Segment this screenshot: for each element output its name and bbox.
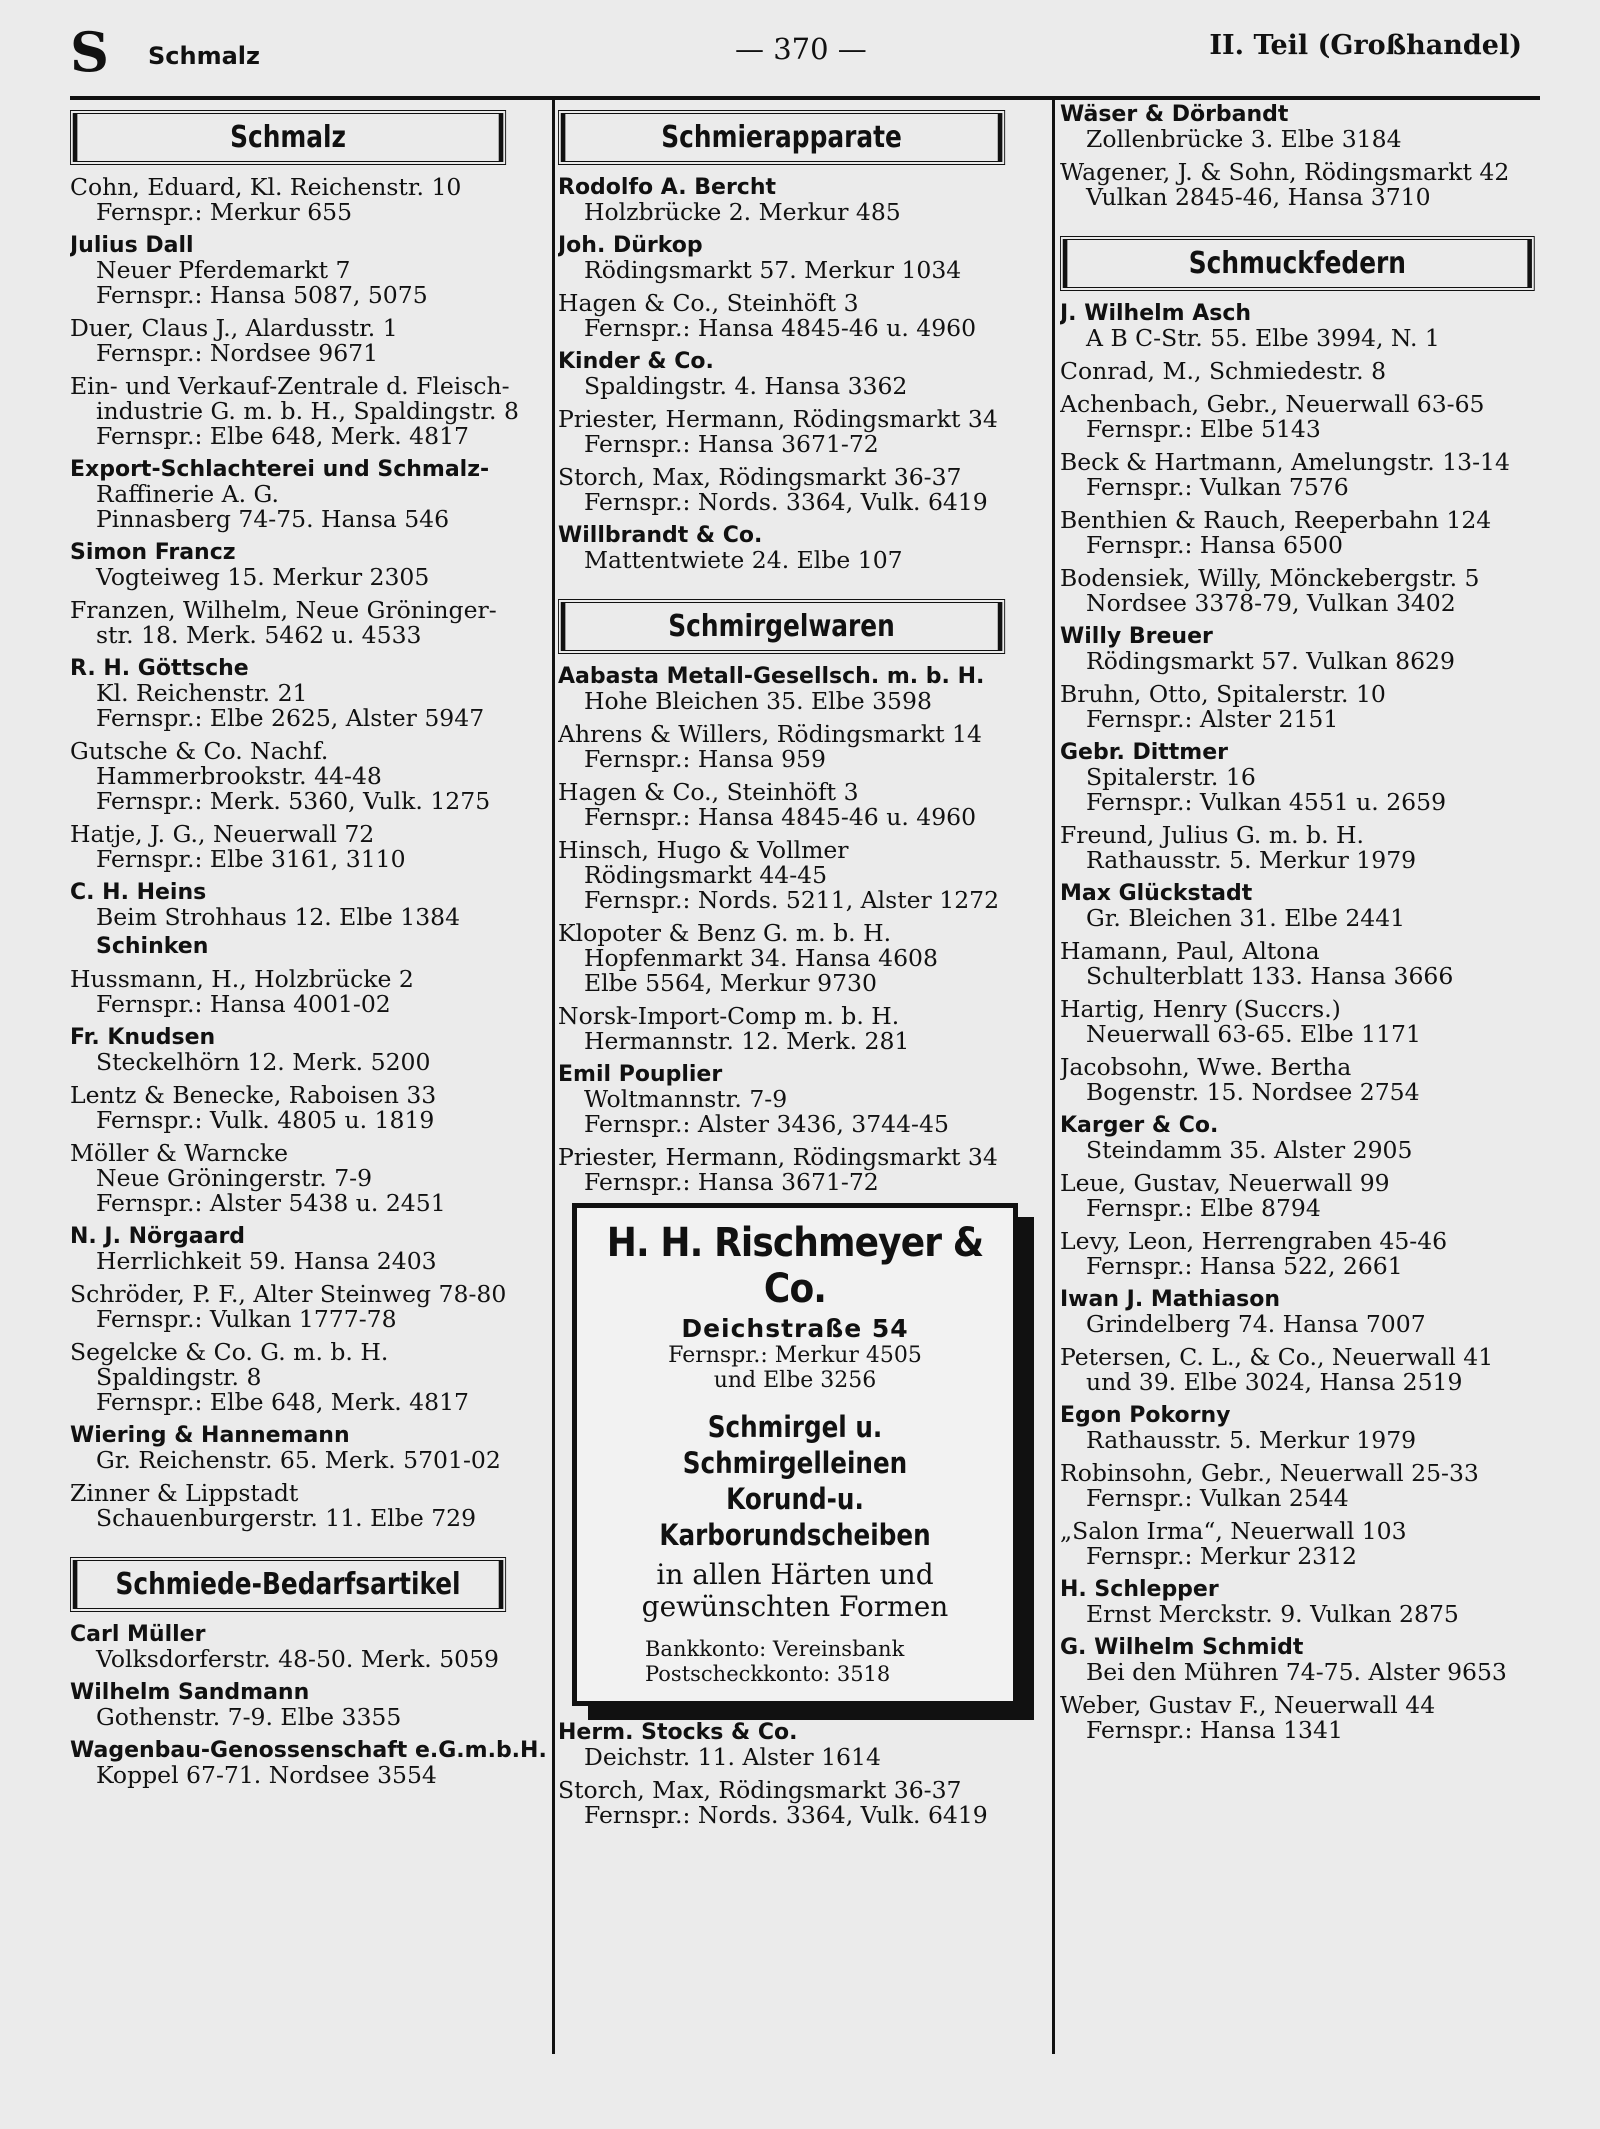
entry-line: Fernspr.: Vulkan 2544 xyxy=(1086,1484,1349,1512)
section-heading: Schmirgelwaren xyxy=(558,599,1005,654)
entry-firm-name: Wäser & Dörbandt xyxy=(1060,102,1289,127)
entry-line: Bogenstr. 15. Nordsee 2754 xyxy=(1086,1078,1420,1106)
entry-firm-name: Rodolfo A. Bercht xyxy=(558,175,777,200)
directory-entry xyxy=(1060,682,1580,732)
entry-line: Fernspr.: Alster 3436, 3744-45 xyxy=(584,1110,949,1138)
entry-line: Freund, Julius G. m. b. H. xyxy=(1060,821,1364,849)
entry-line: Ahrens & Willers, Rödingsmarkt 14 xyxy=(558,720,982,748)
entry-list xyxy=(1060,301,1580,1743)
entry-line: Hohe Bleichen 35. Elbe 3598 xyxy=(584,687,932,715)
entry-line: Schulterblatt 133. Hansa 3666 xyxy=(1086,962,1454,990)
directory-entry xyxy=(558,921,1048,996)
entry-line: Zollenbrücke 3. Elbe 3184 xyxy=(1086,125,1402,153)
directory-entry xyxy=(1060,1519,1580,1569)
directory-entry xyxy=(70,233,548,308)
entry-line: Levy, Leon, Herrengraben 45-46 xyxy=(1060,1227,1448,1255)
entry-line: Hamann, Paul, Altona xyxy=(1060,937,1320,965)
directory-entry xyxy=(70,1738,548,1788)
entry-firm-name: Karger & Co. xyxy=(1060,1113,1219,1138)
entry-line: Benthien & Rauch, Reeperbahn 124 xyxy=(1060,506,1492,534)
page-number: — 370 — xyxy=(735,32,867,66)
entry-firm-name: Iwan J. Mathiason xyxy=(1060,1287,1281,1312)
entry-line: Rödingsmarkt 57. Vulkan 8629 xyxy=(1086,647,1455,675)
directory-entry xyxy=(70,374,548,449)
directory-entry xyxy=(558,407,1048,457)
entry-line: Fernspr.: Hansa 4845-46 u. 4960 xyxy=(584,803,977,831)
ad-product: Korund-u. Karborundscheiben xyxy=(659,1482,931,1552)
entry-line: Nordsee 3378-79, Vulkan 3402 xyxy=(1086,589,1456,617)
entry-list xyxy=(558,175,1048,573)
directory-entry xyxy=(558,1720,1048,1770)
header-rule xyxy=(70,96,1540,100)
entry-line: Rödingsmarkt 57. Merkur 1034 xyxy=(584,256,962,284)
entry-firm-name: Julius Dall xyxy=(70,233,194,258)
ad-company-name: H. H. Rischmeyer & Co. xyxy=(606,1220,984,1312)
entry-line: Fernspr.: Vulk. 4805 u. 1819 xyxy=(96,1106,435,1134)
entry-firm-name: Joh. Dürkop xyxy=(558,233,703,258)
ad-phone: Fernspr.: Merkur 4505 xyxy=(668,1343,922,1368)
directory-entry xyxy=(1060,450,1580,500)
entry-line: Rathausstr. 5. Merkur 1979 xyxy=(1086,1426,1417,1454)
directory-entry xyxy=(558,722,1048,772)
header-keyword: Schmalz xyxy=(148,42,260,70)
directory-entry xyxy=(558,664,1048,714)
entry-line: Neue Gröningerstr. 7-9 xyxy=(96,1164,373,1192)
entry-line: Fernspr.: Vulkan 4551 u. 2659 xyxy=(1086,788,1447,816)
directory-entry xyxy=(1060,1229,1580,1279)
entry-firm-name: Herm. Stocks & Co. xyxy=(558,1720,798,1745)
entry-firm-name: Gebr. Dittmer xyxy=(1060,740,1228,765)
entry-line: Bodensiek, Willy, Mönckebergstr. 5 xyxy=(1060,564,1480,592)
directory-entry xyxy=(1060,1403,1580,1453)
ad-bank: Postscheckkonto: 3518 xyxy=(645,1662,891,1686)
directory-entry xyxy=(558,1145,1048,1195)
advertisement xyxy=(572,1203,1018,1706)
entry-line: Rödingsmarkt 44-45 xyxy=(584,861,828,889)
entry-line: Fernspr.: Merkur 2312 xyxy=(1086,1542,1357,1570)
directory-entry xyxy=(1060,823,1580,873)
entry-line: Leue, Gustav, Neuerwall 99 xyxy=(1060,1169,1390,1197)
entry-line: Gr. Bleichen 31. Elbe 2441 xyxy=(1086,904,1406,932)
directory-entry xyxy=(1060,1113,1580,1163)
entry-line: Jacobsohn, Wwe. Bertha xyxy=(1060,1053,1352,1081)
entry-firm-name: Fr. Knudsen xyxy=(70,1025,216,1050)
entry-line: Fernspr.: Nordsee 9671 xyxy=(96,339,379,367)
entry-line: Conrad, M., Schmiedestr. 8 xyxy=(1060,357,1387,385)
entry-line: Fernspr.: Alster 2151 xyxy=(1086,705,1339,733)
entry-firm-name: Simon Francz xyxy=(70,540,236,565)
entry-line: Hartig, Henry (Succrs.) xyxy=(1060,995,1341,1023)
directory-entry xyxy=(70,1083,548,1133)
entry-line: „Salon Irma“, Neuerwall 103 xyxy=(1060,1517,1407,1545)
entry-line: Fernspr.: Elbe 648, Merk. 4817 xyxy=(96,422,469,450)
entry-line: Woltmannstr. 7-9 xyxy=(584,1085,788,1113)
entry-line: Fernspr.: Elbe 3161, 3110 xyxy=(96,845,406,873)
column-1 xyxy=(70,102,548,2059)
ad-bank: Bankkonto: Vereinsbank xyxy=(645,1637,905,1661)
directory-entry xyxy=(1060,740,1580,815)
entry-line: Steindamm 35. Alster 2905 xyxy=(1086,1136,1413,1164)
entry-line: Fernspr.: Elbe 8794 xyxy=(1086,1194,1321,1222)
column-2 xyxy=(558,102,1048,2059)
entry-line: Grindelberg 74. Hansa 7007 xyxy=(1086,1310,1426,1338)
directory-entry xyxy=(70,598,548,648)
entry-firm-name: Emil Pouplier xyxy=(558,1062,723,1087)
entry-line: Fernspr.: Alster 5438 u. 2451 xyxy=(96,1189,446,1217)
entry-firm-name: H. Schlepper xyxy=(1060,1577,1219,1602)
directory-entry xyxy=(1060,939,1580,989)
directory-entry xyxy=(1060,1345,1580,1395)
entry-line: Priester, Hermann, Rödingsmarkt 34 xyxy=(558,405,998,433)
directory-entry xyxy=(558,1778,1048,1828)
entry-line: Bei den Mühren 74-75. Alster 9653 xyxy=(1086,1658,1507,1686)
directory-entry xyxy=(70,1622,548,1672)
directory-entry xyxy=(1060,566,1580,616)
section-part: II. Teil (Großhandel) xyxy=(1209,30,1522,61)
entry-line: Fernspr.: Hansa 5087, 5075 xyxy=(96,281,428,309)
entry-line: Achenbach, Gebr., Neuerwall 63-65 xyxy=(1060,390,1485,418)
entry-line: Klopoter & Benz G. m. b. H. xyxy=(558,919,892,947)
directory-entry xyxy=(70,1025,548,1075)
directory-entry xyxy=(1060,102,1580,152)
directory-entry xyxy=(70,656,548,731)
entry-line: A B C-Str. 55. Elbe 3994, N. 1 xyxy=(1086,324,1440,352)
entry-firm-name: Export-Schlachterei und Schmalz- xyxy=(70,457,490,482)
entry-line: Raffinerie A. G. xyxy=(96,480,279,508)
entry-firm-name: Wiering & Hannemann xyxy=(70,1423,350,1448)
entry-line: Fernspr.: Hansa 959 xyxy=(584,745,826,773)
directory-entry xyxy=(1060,1287,1580,1337)
section-heading: Schmuckfedern xyxy=(1060,236,1535,291)
column-divider xyxy=(552,100,555,2054)
entry-line: Spitalerstr. 16 xyxy=(1086,763,1256,791)
directory-entry xyxy=(1060,508,1580,558)
directory-entry xyxy=(1060,301,1580,351)
directory-entry xyxy=(558,465,1048,515)
entry-line: Hagen & Co., Steinhöft 3 xyxy=(558,778,859,806)
entry-line: industrie G. m. b. H., Spaldingstr. 8 xyxy=(96,397,519,425)
column-3 xyxy=(1060,102,1580,2059)
entry-firm-name: Kinder & Co. xyxy=(558,349,714,374)
entry-line: Fernspr.: Hansa 6500 xyxy=(1086,531,1343,559)
directory-entry xyxy=(70,739,548,814)
entry-line: Hopfenmarkt 34. Hansa 4608 xyxy=(584,944,938,972)
entry-firm-name: G. Wilhelm Schmidt xyxy=(1060,1635,1304,1660)
directory-entry xyxy=(70,1141,548,1216)
directory-entry xyxy=(70,967,548,1017)
directory-entry xyxy=(558,291,1048,341)
entry-line: Hatje, J. G., Neuerwall 72 xyxy=(70,820,375,848)
directory-entry xyxy=(558,838,1048,913)
entry-line: Robinsohn, Gebr., Neuerwall 25-33 xyxy=(1060,1459,1479,1487)
directory-entry xyxy=(70,1340,548,1415)
entry-line: Storch, Max, Rödingsmarkt 36-37 xyxy=(558,1776,962,1804)
entry-line: Fernspr.: Elbe 5143 xyxy=(1086,415,1321,443)
entry-line: Steckelhörn 12. Merk. 5200 xyxy=(96,1048,431,1076)
ad-product: Schmirgel u. Schmirgelleinen xyxy=(682,1410,908,1480)
entry-line: Beck & Hartmann, Amelungstr. 13-14 xyxy=(1060,448,1510,476)
entry-firm-name: Willbrandt & Co. xyxy=(558,523,763,548)
directory-entry xyxy=(70,1224,548,1274)
entry-line: Petersen, C. L., & Co., Neuerwall 41 xyxy=(1060,1343,1494,1371)
entry-line: Zinner & Lippstadt xyxy=(70,1479,299,1507)
entry-list xyxy=(70,175,548,1531)
entry-line: Fernspr.: Hansa 1341 xyxy=(1086,1716,1343,1744)
entry-line: Priester, Hermann, Rödingsmarkt 34 xyxy=(558,1143,998,1171)
entry-line: Pinnasberg 74-75. Hansa 546 xyxy=(96,505,450,533)
entry-firm-name: N. J. Nörgaard xyxy=(70,1224,246,1249)
entry-line: Volksdorferstr. 48-50. Merk. 5059 xyxy=(96,1645,500,1673)
directory-entry xyxy=(70,1282,548,1332)
directory-entry xyxy=(1060,359,1580,384)
directory-entry xyxy=(70,316,548,366)
entry-line: Fernspr.: Hansa 3671-72 xyxy=(584,1168,879,1196)
entry-list xyxy=(558,664,1048,1195)
directory-entry xyxy=(70,457,548,532)
entry-line: Segelcke & Co. G. m. b. H. xyxy=(70,1338,389,1366)
entry-line: Gr. Reichenstr. 65. Merk. 5701-02 xyxy=(96,1446,501,1474)
entry-line: Weber, Gustav F., Neuerwall 44 xyxy=(1060,1691,1436,1719)
header-letter: S xyxy=(70,20,109,84)
entry-line: Mattentwiete 24. Elbe 107 xyxy=(584,546,903,574)
entry-line: Bruhn, Otto, Spitalerstr. 10 xyxy=(1060,680,1386,708)
entry-line: Hussmann, H., Holzbrücke 2 xyxy=(70,965,414,993)
entry-line: Fernspr.: Vulkan 1777-78 xyxy=(96,1305,397,1333)
directory-entry xyxy=(558,1062,1048,1137)
entry-line: Neuerwall 63-65. Elbe 1171 xyxy=(1086,1020,1421,1048)
directory-entry xyxy=(70,1423,548,1473)
directory-entry xyxy=(70,540,548,590)
column-divider xyxy=(1052,100,1055,2054)
directory-entry xyxy=(1060,392,1580,442)
directory-entry xyxy=(70,1680,548,1730)
entry-line: Fernspr.: Merkur 655 xyxy=(96,198,353,226)
entry-line: Vulkan 2845-46, Hansa 3710 xyxy=(1086,183,1431,211)
ad-subline: gewünschten Formen xyxy=(641,1590,949,1623)
entry-line: Wagener, J. & Sohn, Rödingsmarkt 42 xyxy=(1060,158,1510,186)
entry-line: Herrlichkeit 59. Hansa 2403 xyxy=(96,1247,437,1275)
entry-line: Hammerbrookstr. 44-48 xyxy=(96,762,382,790)
section-heading: Schmiede-Bedarfsartikel xyxy=(70,1557,506,1612)
directory-entry xyxy=(1060,881,1580,931)
entry-line: Fernspr.: Hansa 522, 2661 xyxy=(1086,1252,1403,1280)
ad-address: Deichstraße 54 xyxy=(681,1314,909,1343)
section-heading: Schmalz xyxy=(70,110,506,165)
directory-entry xyxy=(1060,1693,1580,1743)
directory-entry xyxy=(1060,1171,1580,1221)
entry-line: Hermannstr. 12. Merk. 281 xyxy=(584,1027,910,1055)
directory-entry xyxy=(1060,1055,1580,1105)
entry-line: Duer, Claus J., Alardusstr. 1 xyxy=(70,314,398,342)
entry-line: Schröder, P. F., Alter Steinweg 78-80 xyxy=(70,1280,507,1308)
entry-line: Fernspr.: Elbe 2625, Alster 5947 xyxy=(96,704,485,732)
directory-entry xyxy=(1060,1577,1580,1627)
entry-firm-name: Max Glückstadt xyxy=(1060,881,1253,906)
directory-entry xyxy=(70,880,548,930)
entry-line: Franzen, Wilhelm, Neue Gröninger- xyxy=(70,596,497,624)
entry-firm-name: Willy Breuer xyxy=(1060,624,1213,649)
entry-line: Neuer Pferdemarkt 7 xyxy=(96,256,351,284)
entry-line: Hinsch, Hugo & Vollmer xyxy=(558,836,849,864)
entry-line: str. 18. Merk. 5462 u. 4533 xyxy=(96,621,422,649)
page-header xyxy=(70,22,1530,82)
ad-subline: in allen Härten und xyxy=(656,1558,934,1591)
entry-line: Deichstr. 11. Alster 1614 xyxy=(584,1743,881,1771)
directory-entry xyxy=(1060,997,1580,1047)
entry-line: Fernspr.: Nords. 3364, Vulk. 6419 xyxy=(584,488,988,516)
directory-entry xyxy=(558,523,1048,573)
directory-entry xyxy=(558,1004,1048,1054)
entry-line: Fernspr.: Nords. 5211, Alster 1272 xyxy=(584,886,1000,914)
entry-line: Schauenburgerstr. 11. Elbe 729 xyxy=(96,1504,477,1532)
entry-list xyxy=(558,1720,1048,1828)
directory-entry xyxy=(1060,624,1580,674)
entry-firm-name: Aabasta Metall-Gesellsch. m. b. H. xyxy=(558,664,985,689)
entry-firm-name: Carl Müller xyxy=(70,1622,206,1647)
entry-line: Fernspr.: Hansa 4001-02 xyxy=(96,990,391,1018)
entry-firm-name: R. H. Göttsche xyxy=(70,656,249,681)
section-heading: Schmierapparate xyxy=(558,110,1005,165)
entry-line: Hagen & Co., Steinhöft 3 xyxy=(558,289,859,317)
directory-entry xyxy=(1060,160,1580,210)
directory-entry xyxy=(1060,1635,1580,1685)
entry-line: Ein- und Verkauf-Zentrale d. Fleisch- xyxy=(70,372,510,400)
entry-firm-name: Wilhelm Sandmann xyxy=(70,1680,310,1705)
ad-phone: und Elbe 3256 xyxy=(713,1368,877,1393)
entry-line: Fernspr.: Hansa 4845-46 u. 4960 xyxy=(584,314,977,342)
directory-entry xyxy=(558,175,1048,225)
directory-entry xyxy=(70,1481,548,1531)
entry-list xyxy=(70,1622,548,1788)
entry-line: Kl. Reichenstr. 21 xyxy=(96,679,308,707)
entry-firm-name: J. Wilhelm Asch xyxy=(1060,301,1252,326)
entry-line: Rathausstr. 5. Merkur 1979 xyxy=(1086,846,1417,874)
directory-entry xyxy=(558,780,1048,830)
entry-line: Vogteiweg 15. Merkur 2305 xyxy=(96,563,430,591)
entry-line: Fernspr.: Vulkan 7576 xyxy=(1086,473,1349,501)
entry-line: Koppel 67-71. Nordsee 3554 xyxy=(96,1761,437,1789)
directory-entry xyxy=(558,349,1048,399)
entry-list xyxy=(1060,102,1580,210)
entry-line: Elbe 5564, Merkur 9730 xyxy=(584,969,877,997)
entry-line: Cohn, Eduard, Kl. Reichenstr. 10 xyxy=(70,173,462,201)
entry-line: Fernspr.: Hansa 3671-72 xyxy=(584,430,879,458)
directory-entry xyxy=(558,233,1048,283)
subheading: Schinken xyxy=(96,934,209,959)
entry-line: Lentz & Benecke, Raboisen 33 xyxy=(70,1081,437,1109)
entry-line: Norsk-Import-Comp m. b. H. xyxy=(558,1002,900,1030)
entry-firm-name: C. H. Heins xyxy=(70,880,207,905)
entry-line: Fernspr.: Elbe 648, Merk. 4817 xyxy=(96,1388,469,1416)
entry-line: Ernst Merckstr. 9. Vulkan 2875 xyxy=(1086,1600,1459,1628)
entry-firm-name: Egon Pokorny xyxy=(1060,1403,1231,1428)
entry-line: Storch, Max, Rödingsmarkt 36-37 xyxy=(558,463,962,491)
entry-line: Spaldingstr. 4. Hansa 3362 xyxy=(584,372,908,400)
entry-line: Fernspr.: Nords. 3364, Vulk. 6419 xyxy=(584,1801,988,1829)
entry-line: Fernspr.: Merk. 5360, Vulk. 1275 xyxy=(96,787,491,815)
directory-entry xyxy=(70,822,548,872)
directory-entry xyxy=(1060,1461,1580,1511)
entry-line: Spaldingstr. 8 xyxy=(96,1363,262,1391)
entry-line: Beim Strohhaus 12. Elbe 1384 xyxy=(96,903,461,931)
directory-entry xyxy=(70,175,548,225)
entry-line: Gutsche & Co. Nachf. xyxy=(70,737,329,765)
entry-line: und 39. Elbe 3024, Hansa 2519 xyxy=(1086,1368,1463,1396)
entry-line: Gothenstr. 7-9. Elbe 3355 xyxy=(96,1703,402,1731)
entry-line: Holzbrücke 2. Merkur 485 xyxy=(584,198,901,226)
entry-line: Möller & Warncke xyxy=(70,1139,289,1167)
entry-firm-name: Wagenbau-Genossenschaft e.G.m.b.H. xyxy=(70,1738,547,1763)
